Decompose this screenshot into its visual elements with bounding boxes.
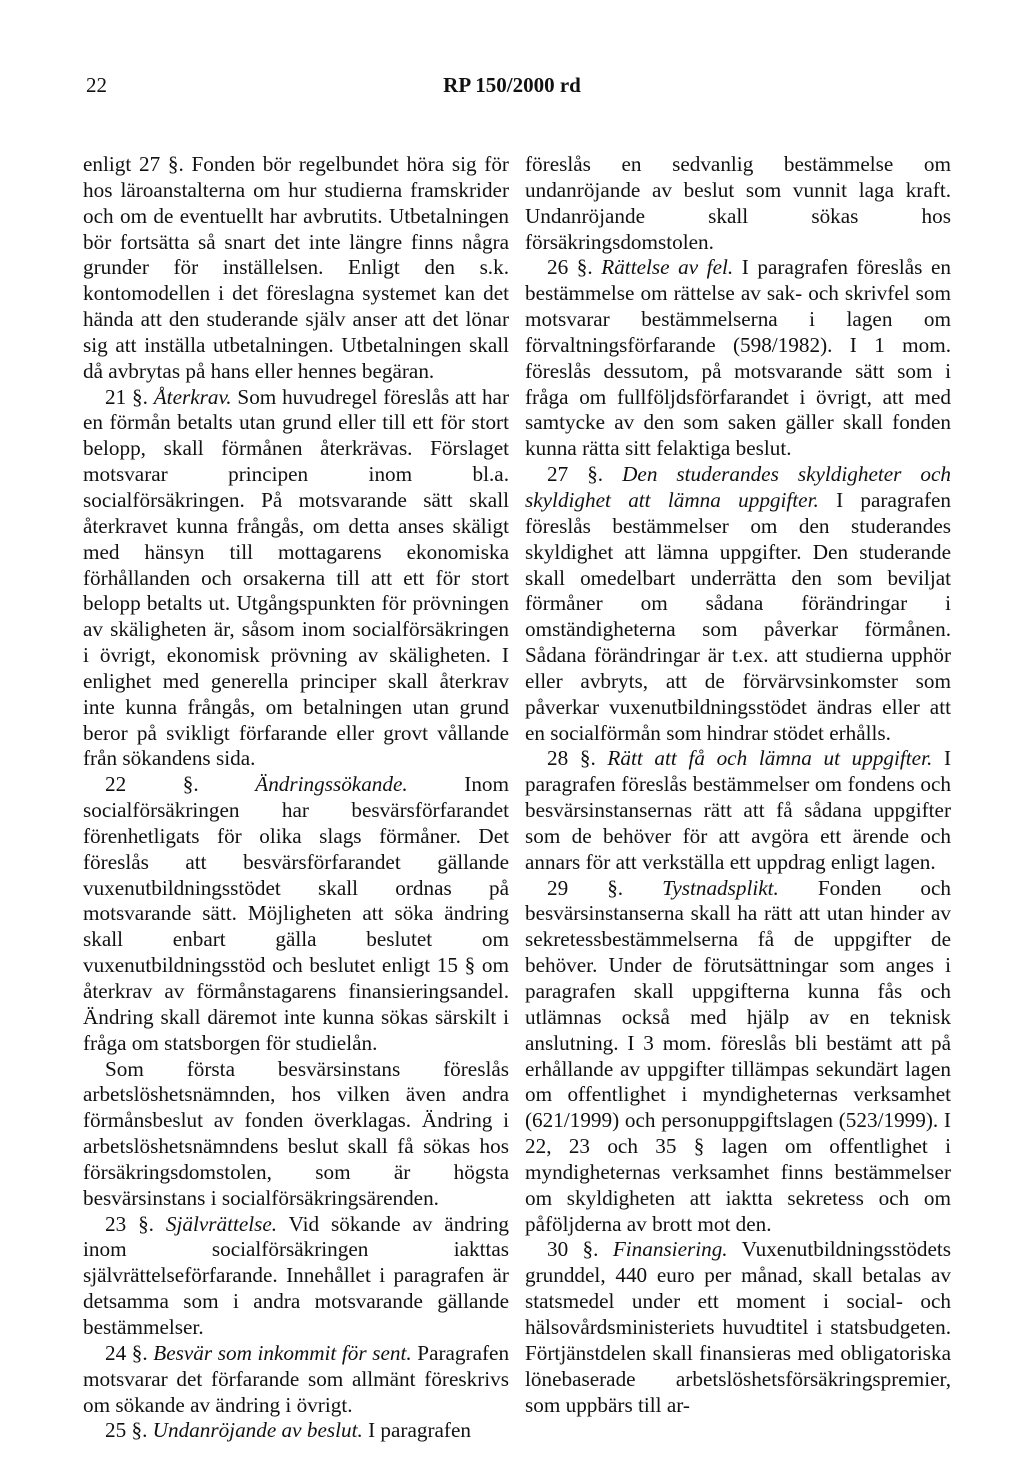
section-heading: Rätt att få och lämna ut uppgifter. <box>607 746 933 771</box>
section-body: Inom socialförsäkringen har besvärsförfarandet förenhetligats för olika slags förmåner. Det föreslås att besvärsförfarandet gällande vuxenutbildningsstödet skall ordnas på motsvarande sätt. Möjligheten att söka ändring skall enbart gälla beslutet om vuxenutbildningsstöd och beslutet enligt 15 § om återkrav av förmånstagarens finansieringsandel. Ändring skall däremot inte kunna sökas särskilt i fråga om statsborgen för studielån. <box>83 772 510 1055</box>
section-heading: Självrättelse. <box>165 1211 278 1236</box>
section-heading: Ändringssökande. <box>255 772 408 797</box>
right-column <box>525 152 951 1418</box>
section-23-paragraph <box>83 1212 509 1341</box>
section-26-paragraph <box>525 255 951 462</box>
section-body: I paragrafen föreslås bestämmelser om den studerandes skyldighet att lämna uppgifter. Den studerande skall omedelbart underrätta den som beviljat förmåner om sådana förändringar i omständigheterna som påverkar förmånen. Sådana förändringar är t.ex. att studierna upphör eller avbryts, att de förvärvsinkomster som påverkar vuxenutbildningsstödet ändras eller att en socialförmån som hindrar stödet erhålls. <box>525 487 951 745</box>
section-number: 23 §. <box>105 1211 154 1236</box>
section-body: Som huvudregel föreslås att har en förmån betalts utan grund eller till ett för stort belopp, skall förmånen återkrävas. Förslaget motsvarar principen inom bl.a. socialförsäkringen. På motsvarande sätt skall återkravet kunna frångås, om detta anses skäligt med hänsyn till mottagarens ekonomiska förhållanden och orsakerna till att ett för stort belopp betalts ut. Utgångspunkten för prövningen av skäligheten är, såsom inom socialförsäkringen i övrigt, ekonomisk prövning av skäligheten. I enlighet med generella principer skall återkrav inte kunna frångås, om betalningen utan grund beror på svikligt förfarande eller grovt vållande från sökandens sida. <box>83 384 510 771</box>
left-column <box>83 152 509 1444</box>
section-24-paragraph <box>83 1341 509 1419</box>
section-heading: Finansiering. <box>612 1237 728 1262</box>
section-22-paragraph <box>83 772 509 1056</box>
section-28-paragraph <box>525 746 951 875</box>
section-heading: Den studerandes skyldigheter och skyldighet att lämna uppgifter. <box>525 462 951 512</box>
section-body: Paragrafen motsvarar det förfarande som allmänt föreskrivs om sökande av ändring i övrigt. <box>83 1340 510 1417</box>
section-number: 24 §. <box>105 1340 148 1365</box>
section-27-paragraph <box>525 462 951 746</box>
section-29-paragraph <box>525 876 951 1238</box>
section-heading: Återkrav. <box>153 384 232 409</box>
section-body: I paragrafen föreslås bestämmelser om fondens och besvärsinstansernas rätt att få sådana uppgifter som de behöver för att avgöra ett ärende och annars för att verkställa ett uppdrag enligt lagen. <box>525 746 952 874</box>
section-body: Vid sökande av ändring inom socialförsäkringen iakttas självrättelseförfarande. Innehållet i paragrafen är detsamma som i andra motsvarande gällande bestämmelser. <box>83 1211 510 1339</box>
paragraph: enligt 27 §. Fonden bör regelbundet höra sig för hos läroanstalterna om hur studierna framskrider och om de eventuellt har avbrutits. Utbetalningen bör fortsätta så snart det inte längre finns några grunder för inställelsen. Enligt den s.k. kontomodellen i det föreslagna systemet kan det hända att den studerande själv anser att det lönar sig att inställa utbetalningen. Utbetalningen skall då avbrytas på hans eller hennes begäran. <box>83 152 509 383</box>
section-number: 28 §. <box>547 746 596 771</box>
section-25-paragraph <box>83 1418 509 1444</box>
running-title: RP 150/2000 rd <box>443 73 581 97</box>
page-number: 22 <box>86 73 107 97</box>
section-heading: Rättelse av fel. <box>601 255 734 280</box>
section-body: Vuxenutbildningsstödets grunddel, 440 euro per månad, skall betalas av statsmedel under ett moment i social- och hälsovårdsministeriets huvudtitel i statsbudgeten. Förtjänstdelen skall finansieras med obligatoriska lönebaserade arbetslöshetsförsäkringspremier, som uppbärs till ar- <box>525 1237 952 1417</box>
section-number: 22 §. <box>105 772 199 797</box>
paragraph: Som första besvärsinstans föreslås arbetslöshetsnämnden, hos vilken även andra förmånsbeslut av fonden överklagas. Ändring i arbetslöshetsnämndens beslut skall få sökas hos försäkringsdomstolen, som är högsta besvärsinstans i socialförsäkringsärenden. <box>83 1056 509 1210</box>
section-body: Fonden och besvärsinstanserna skall ha rätt att utan hinder av sekretessbestämmelserna få de uppgifter de behöver. Under de förutsättningar som anges i paragrafen skall uppgifterna kunna fås och utlämnas också med hjälp av en teknisk anslutning. I 3 mom. föreslås bli bestämt att på erhållande av uppgifter tillämpas sekundärt lagen om offentlighet i myndigheternas verksamhet (621/1999) och personuppgiftslagen (523/1999). I 22, 23 och 35 § lagen om offentlighet i myndigheternas verksamhet finns bestämmelser om skyldigheten att iaktta sekretess och om påföljderna av brott mot den. <box>525 875 952 1236</box>
section-number: 25 §. <box>105 1418 148 1443</box>
section-heading: Besvär som inkommit för sent. <box>153 1340 412 1365</box>
section-number: 21 §. <box>105 384 148 409</box>
section-number: 29 §. <box>547 875 624 900</box>
section-30-paragraph <box>525 1237 951 1418</box>
section-number: 26 §. <box>547 255 593 280</box>
section-body: I paragrafen föreslås en bestämmelse om rättelse av sak- och skrivfel som motsvarar bestämmelserna i lagen om förvaltningsförfarande (598/1982). I 1 mom. föreslås dessutom, på motsvarande sätt som i fråga om fullföljdsförfarandet i övrigt, att med samtycke av den som saken gäller skall fonden kunna rätta sitt felaktiga beslut. <box>525 255 952 461</box>
paragraph: föreslås en sedvanlig bestämmelse om undanröjande av beslut som vunnit laga kraft. Undanröjande skall sökas hos försäkringsdomstolen. <box>525 152 951 254</box>
section-heading: Tystnadsplikt. <box>662 875 779 900</box>
section-21-paragraph <box>83 385 509 773</box>
section-number: 30 §. <box>547 1237 599 1262</box>
section-body: I paragrafen <box>368 1418 471 1443</box>
section-number: 27 §. <box>547 462 604 487</box>
section-heading: Undanröjande av beslut. <box>152 1418 363 1443</box>
